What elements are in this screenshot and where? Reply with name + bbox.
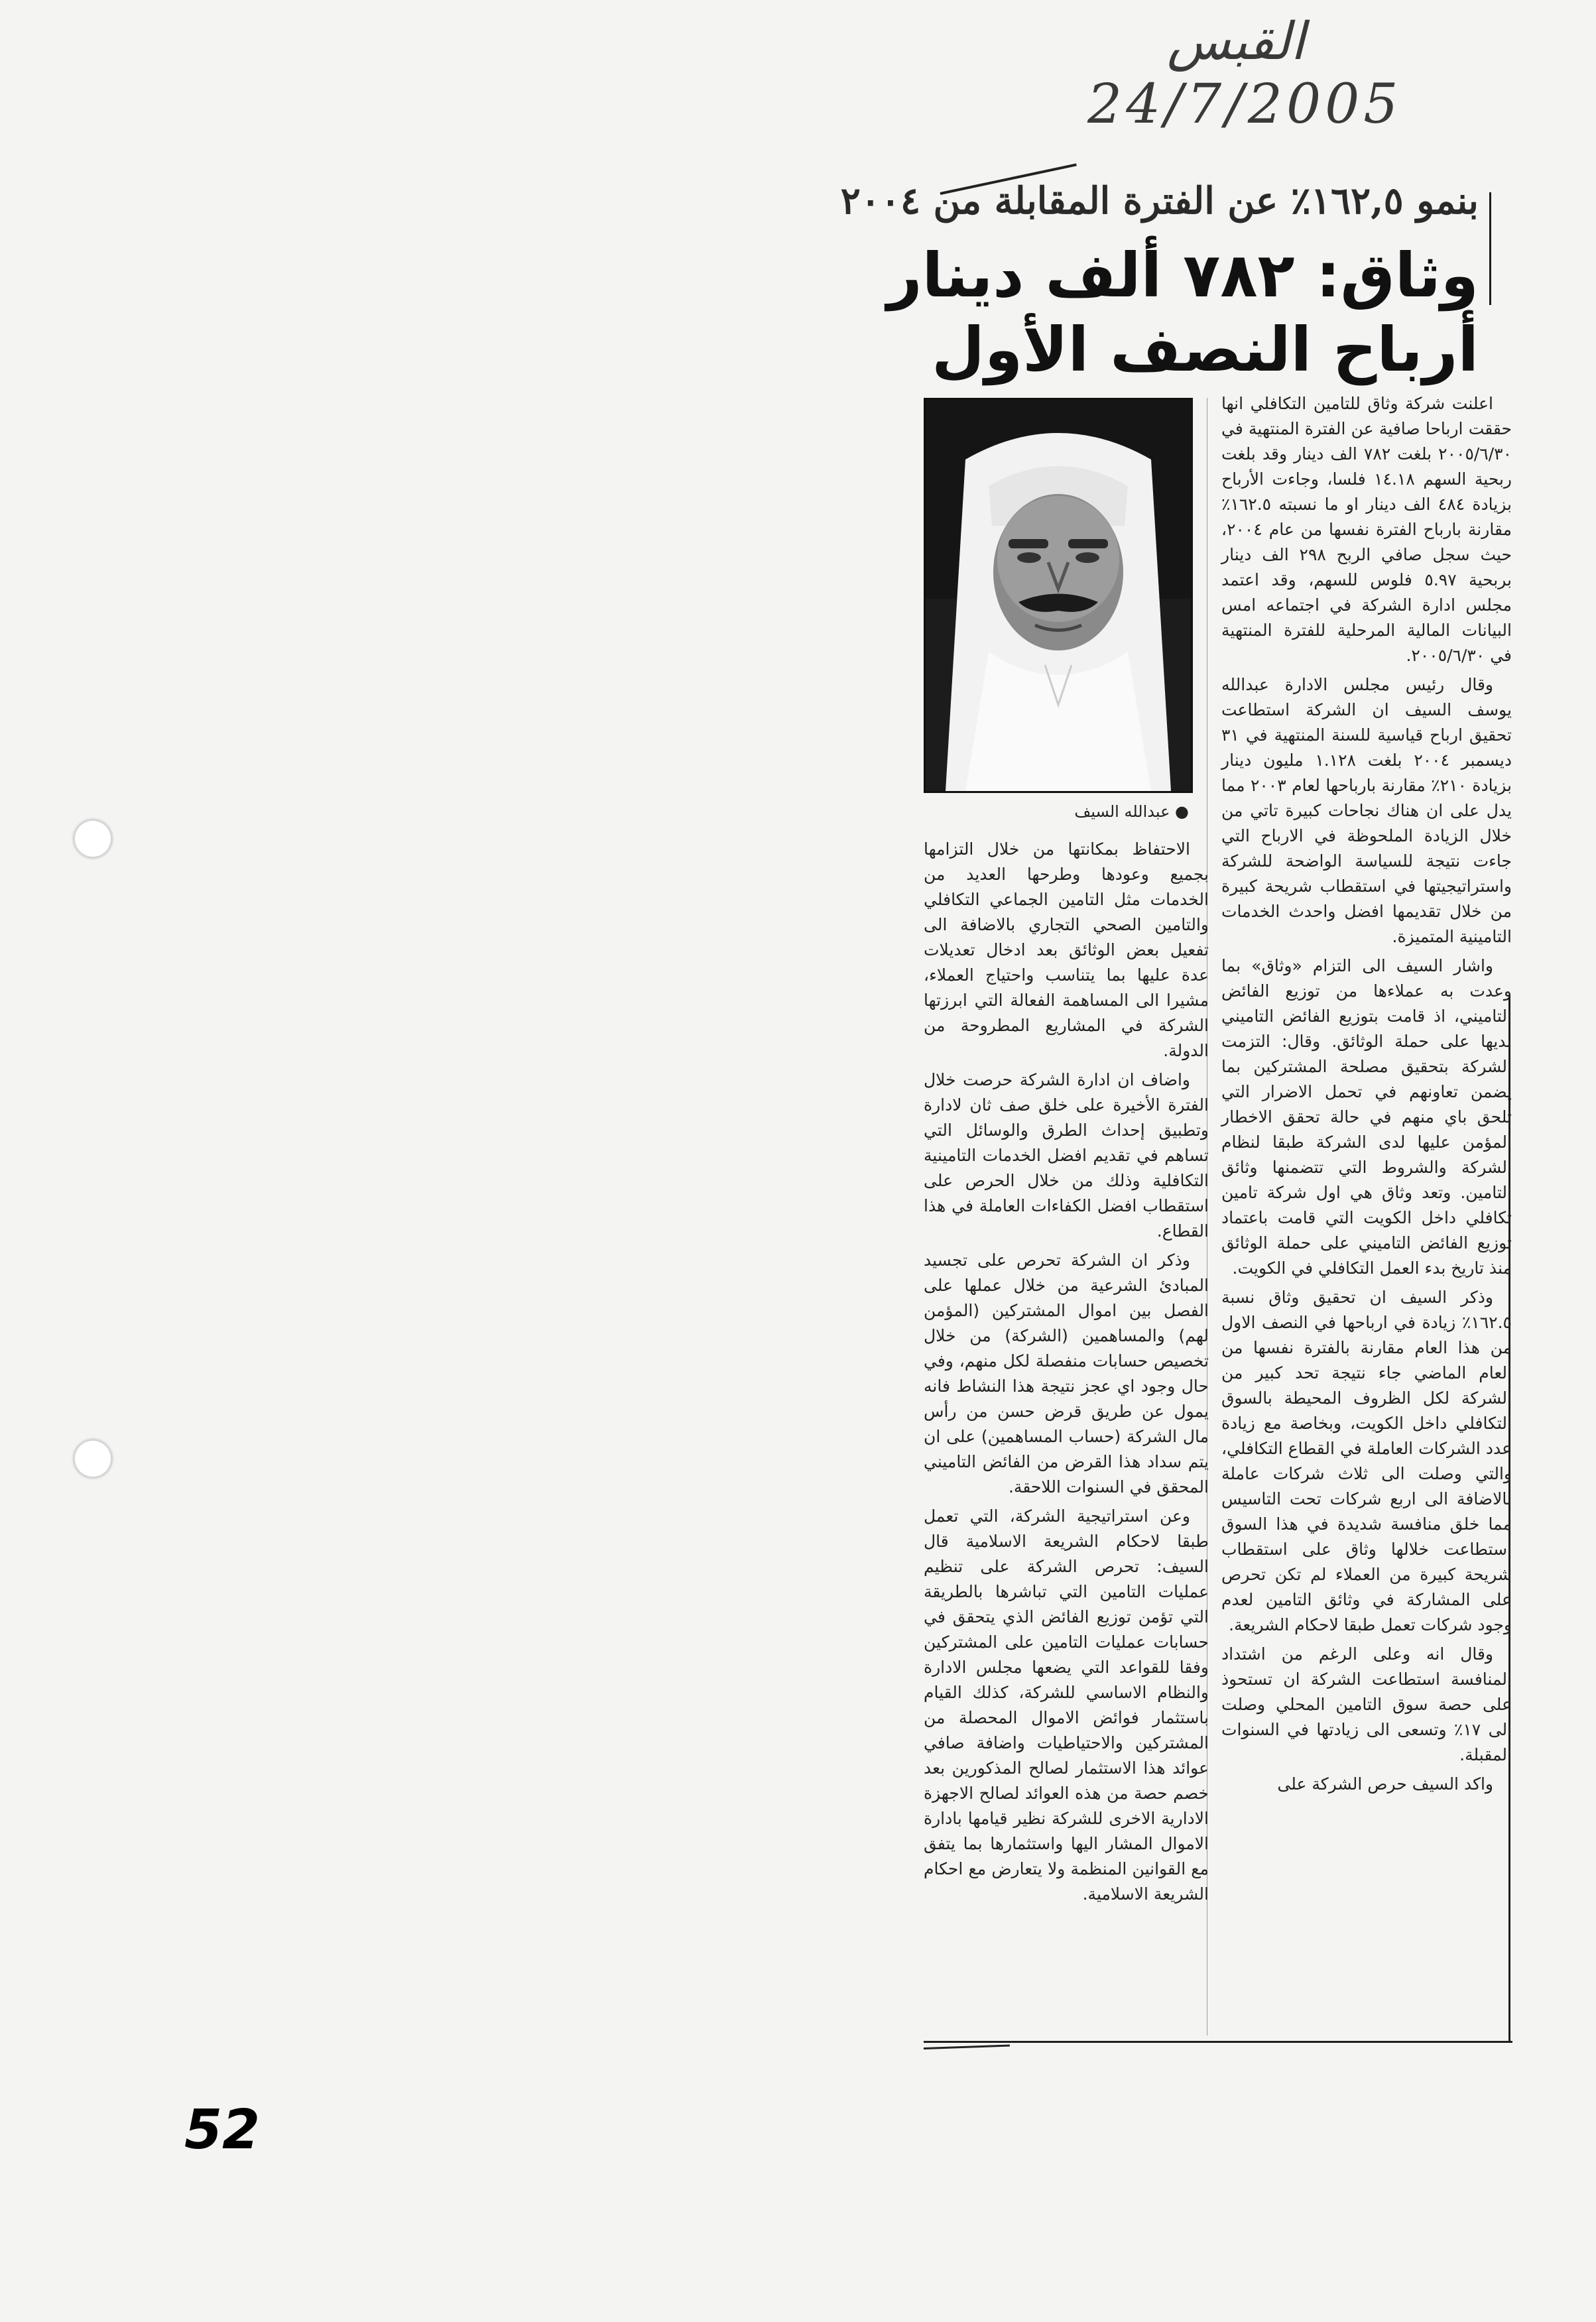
article-column-right — [1221, 391, 1512, 1801]
photo-caption — [924, 802, 1189, 821]
portrait-photo-icon — [926, 400, 1191, 791]
article-column-left — [924, 837, 1209, 1911]
paragraph: وذكر ان الشركة تحرص على تجسيد المبادئ الشرعية من خلال عملها على الفصل بين اموال المشتركين (المؤمن لهم) والمساهمين (الشركة) من خلال تخصيص حسابات منفصلة لكل منهم، وفي حال وجود اي عجز نتيجة هذا النشاط فانه يمول عن طريق قرض حسن من رأس مال الشركة (حساب المساهمين) على ان يتم سداد هذا القرض من الفائض التاميني المحقق في السنوات اللاحقة. — [924, 1251, 1209, 1497]
paragraph: وقال انه وعلى الرغم من اشتداد المنافسة استطاعت الشركة ان تستحوذ على حصة سوق التامين المحلي وصلت الى ١٧٪ وتسعى الى زيادتها في السنوات المقبلة. — [1221, 1644, 1512, 1764]
pen-stroke-bottom — [924, 2044, 1010, 2049]
article-headline — [882, 239, 1479, 387]
bullet-dot-icon: ● — [1170, 802, 1189, 821]
punch-hole-bottom — [73, 1439, 113, 1479]
paragraph: واشار السيف الى التزام «وثاق» بما وعدت به عملاءها من توزيع الفائض التاميني، اذ قامت بتوزيع الفائض التاميني لديها على حملة الوثائق. وقال: التزمت الشركة بتحقيق مصلحة المشتركين بما يضمن تعاونهم في تحمل الاضرار التي تلحق باي منهم في حالة تحقق الاخطار المؤمن عليها لدى الشركة طبقا لنظام الشركة والشروط التي تتضمنها وثائق التامين. وتعد وثاق هي اول شركة تامين تكافلي داخل الكويت التي قامت باعتماد توزيع الفائض التاميني على حملة الوثائق منذ تاريخ بدء العمل التكافلي في الكويت. — [1221, 956, 1512, 1278]
photo-caption-text: عبدالله السيف — [1074, 802, 1170, 821]
page-number: 52 — [184, 2099, 261, 2162]
paragraph: وعن استراتيجية الشركة، التي تعمل طبقا لاحكام الشريعة الاسلامية قال السيف: تحرص الشركة على تنظيم عمليات التامين التي تباشرها بالطريقة التي تؤمن توزيع الفائض الذي يتحقق في حسابات عمليات التامين على المشتركين وفقا للقواعد التي يضعها مجلس الادارة والنظام الاساسي للشركة، كذلك القيام باستثمار فوائض الاموال المحصلة من المشتركين والاحتياطيات واضافة صافي عوائد هذا الاستثمار لصالح المذكورين بعد خصم حصة من هذه العوائد لصالح الاجهزة الادارية الاخرى للشركة نظير قيامها بادارة الاموال المشار اليها واستثمارها بما يتفق مع القوانين المنظمة ولا يتعارض مع احكام الشريعة الاسلامية. — [924, 1506, 1209, 1904]
paragraph: واكد السيف حرص الشركة على — [1277, 1774, 1493, 1794]
clipping-border-right — [1489, 192, 1491, 305]
paragraph: وقال رئيس مجلس الادارة عبدالله يوسف السيف ان الشركة استطاعت تحقيق ارباح قياسية للسنة المنتهية في ٣١ ديسمبر ٢٠٠٤ بلغت ١.١٢٨ مليون دينار بزيادة ٢١٠٪ مقارنة بارباحها لعام ٢٠٠٣ مما يدل على ان هناك نجاحات كبيرة تاتي من خلال الزيادة الملحوظة في الارباح التي جاءت نتيجة للسياسة الواضحة للشركة واستراتيجيتها في استقطاب شريحة كبيرة من خلال تقديمها افضل واحدث الخدمات التامينية المتميزة. — [1221, 675, 1512, 946]
article-bottom-rule — [924, 2041, 1512, 2043]
handwritten-date: 24/7/2005 — [1087, 73, 1402, 136]
portrait-photo — [924, 398, 1193, 793]
article-kicker: بنمو ١٦٢,٥٪ عن الفترة المقابلة من ٢٠٠٤ — [840, 179, 1479, 223]
headline-line-2: أرباح النصف الأول — [932, 314, 1479, 385]
paragraph: وذكر السيف ان تحقيق وثاق نسبة ١٦٢.٥٪ زيادة في ارباحها في النصف الاول من هذا العام مقارنة بالفترة نفسها من العام الماضي جاء نتيجة تحد كبير من الشركة لكل الظروف المحيطة بالسوق التكافلي داخل الكويت، وبخاصة مع زيادة عدد الشركات العاملة في القطاع التكافلي، والتي وصلت الى ثلاث شركات عاملة بالاضافة الى اربع شركات تحت التاسيس مما خلق منافسة شديدة في هذا السوق استطاعت خلالها وثاق على استقطاب شريحة كبيرة من العملاء لم تكن تحرص على المشاركة في وثائق التامين لعدم وجود شركات تعمل طبقا لاحكام الشريعة. — [1221, 1288, 1512, 1634]
punch-hole-top — [73, 819, 113, 859]
headline-line-1: وثاق: ٧٨٢ ألف دينار — [887, 240, 1479, 311]
paragraph: واضاف ان ادارة الشركة حرصت خلال الفترة الأخيرة على خلق صف ثان لادارة وتطبيق إحداث الطرق والوسائل التي تساهم في تقديم افضل الخدمات التامينية التكافلية وذلك من خلال الحرص على استقطاب افضل الكفاءات العاملة في هذا القطاع. — [924, 1070, 1209, 1241]
paragraph: الاحتفاظ بمكانتها من خلال التزامها بجميع وعودها وطرحها العديد من الخدمات مثل التامين الجماعي التكافلي والتامين الصحي التجاري بالاضافة الى تفعيل بعض الوثائق بعد ادخال تعديلات عدة عليها بما يتناسب واحتياج العملاء، مشيرا الى المساهمة الفعالة التي ابرزتها الشركة في المشاريع المطروحة من الدولة. — [924, 839, 1209, 1060]
paragraph: اعلنت شركة وثاق للتامين التكافلي انها حققت ارباحا صافية عن الفترة المنتهية في ٢٠٠٥/٦/٣٠ بلغت ٧٨٢ الف دينار وقد بلغت ربحية السهم ١٤.١٨ فلسا، وجاءت الأرباح بزيادة ٤٨٤ الف دينار او ما نسبته ١٦٢.٥٪ مقارنة بارباح الفترة نفسها من عام ٢٠٠٤، حيث سجل صافي الربح ٢٩٨ الف دينار بربحية ٥.٩٧ فلوس للسهم، وقد اعتمد مجلس ادارة الشركة في اجتماعه امس البيانات المالية المرحلية للفترة المنتهية في ٢٠٠٥/٦/٣٠. — [1221, 394, 1512, 665]
handwritten-source: القبس — [1167, 12, 1305, 72]
